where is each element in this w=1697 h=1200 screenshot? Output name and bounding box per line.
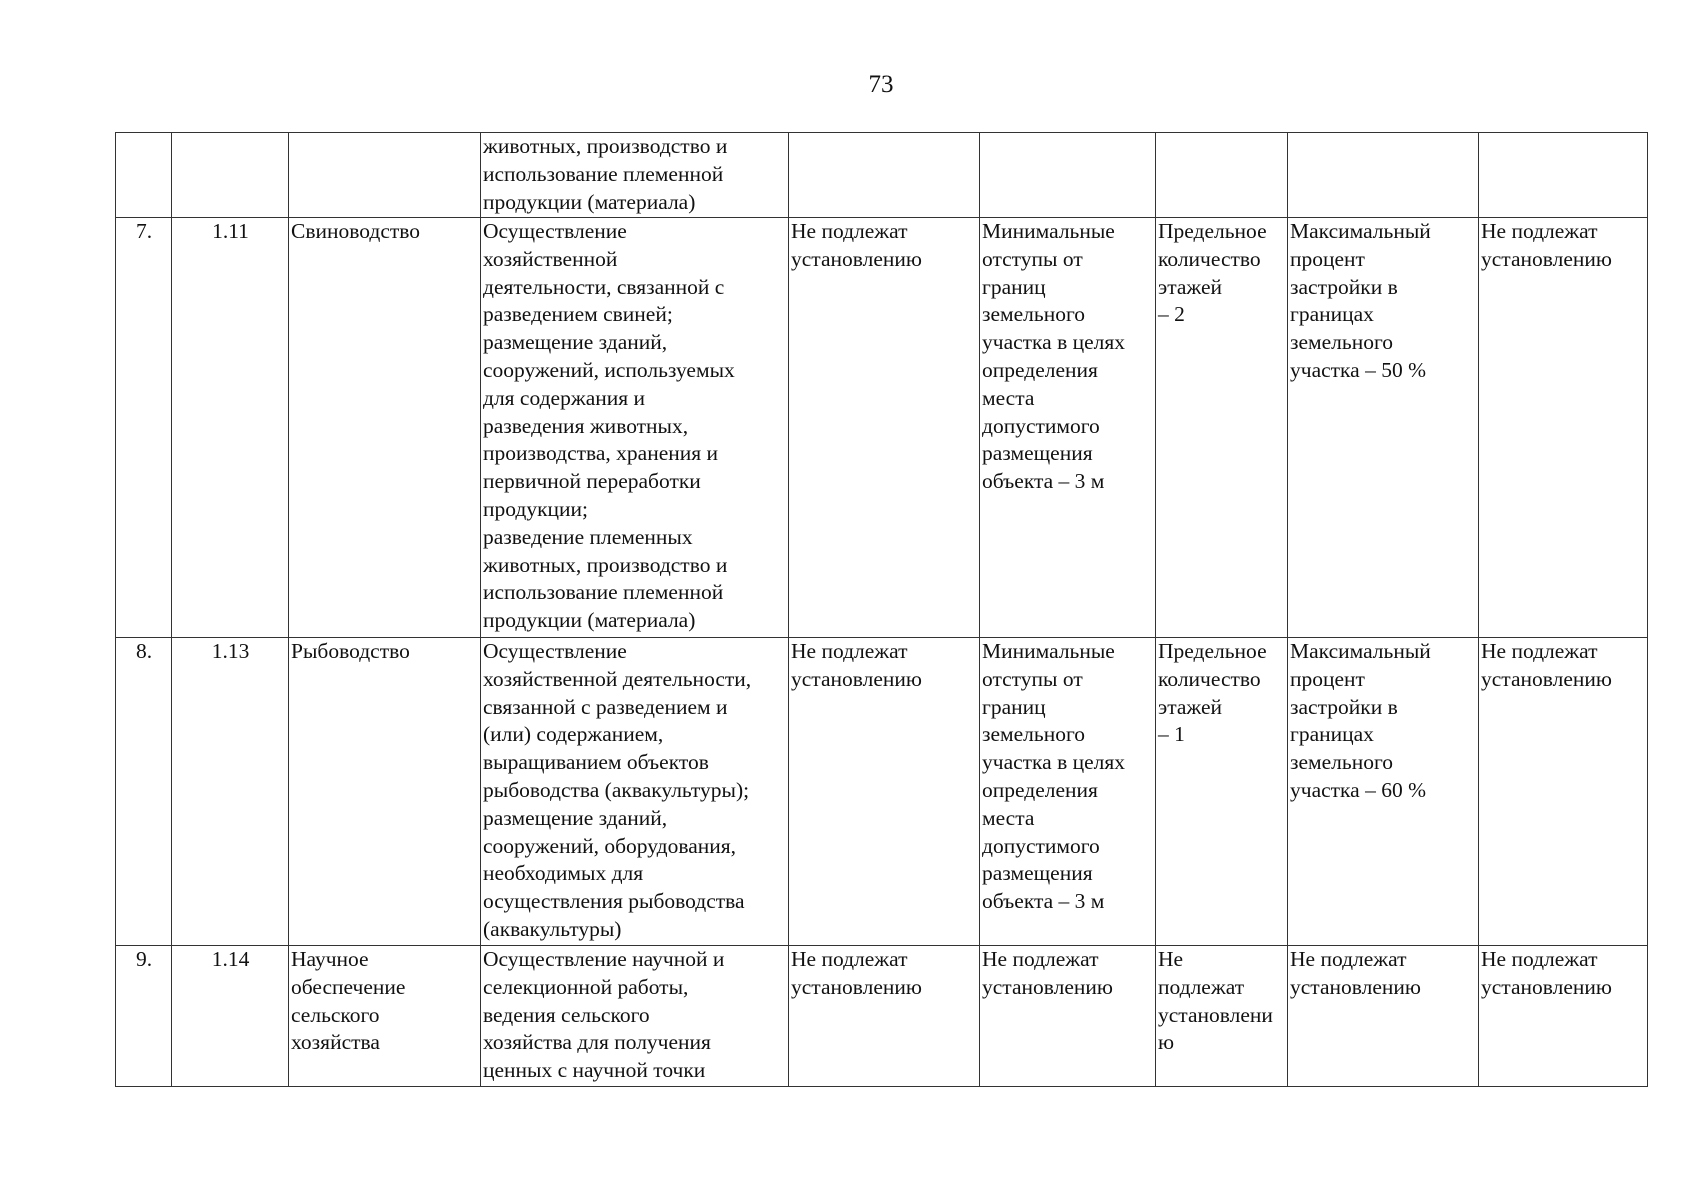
setback-cell: Минимальные отступы от границ земельного участка в целях определения места допустимого размещения объекта – 3 м	[980, 638, 1156, 946]
floors-cell: Не подлежат установлени ю	[1156, 946, 1288, 1087]
table-row	[116, 133, 1648, 218]
table-row	[116, 946, 1648, 1087]
use-code-cell: 1.14	[172, 946, 289, 1087]
use-description-cell: Осуществление хозяйственной деятельности, связанной с разведением и (или) содержанием, выращиванием объектов рыбоводства (аквакультуры); размещение зданий, сооружений, оборудования, необходимых для осуществления рыбоводства (аквакультуры)	[481, 638, 789, 946]
use-code-cell: 1.13	[172, 638, 289, 946]
other-params-cell	[1479, 133, 1648, 218]
coverage-cell: Максимальный процент застройки в границах земельного участка – 50 %	[1288, 218, 1479, 638]
plot-size-cell	[789, 133, 980, 218]
use-name-cell	[289, 133, 481, 218]
table-row	[116, 638, 1648, 946]
plot-size-cell: Не подлежат установлению	[789, 218, 980, 638]
table-row	[116, 218, 1648, 638]
coverage-cell	[1288, 133, 1479, 218]
setback-cell: Минимальные отступы от границ земельного участка в целях определения места допустимого размещения объекта – 3 м	[980, 218, 1156, 638]
setback-cell: Не подлежат установлению	[980, 946, 1156, 1087]
use-description-cell: Осуществление хозяйственной деятельности, связанной с разведением свиней; размещение зданий, сооружений, используемых для содержания и разведения животных, производства, хранения и первичной переработки продукции; разведение племенных животных, производство и использование племенной продукции (материала)	[481, 218, 789, 638]
floors-cell	[1156, 133, 1288, 218]
use-name-cell: Свиноводство	[289, 218, 481, 638]
row-number-cell: 8.	[116, 638, 172, 946]
use-name-cell: Научное обеспечение сельского хозяйства	[289, 946, 481, 1087]
other-params-cell: Не подлежат установлению	[1479, 946, 1648, 1087]
other-params-cell: Не подлежат установлению	[1479, 638, 1648, 946]
other-params-cell: Не подлежат установлению	[1479, 218, 1648, 638]
floors-cell: Предельное количество этажей – 1	[1156, 638, 1288, 946]
plot-size-cell: Не подлежат установлению	[789, 946, 980, 1087]
coverage-cell: Не подлежат установлению	[1288, 946, 1479, 1087]
zoning-regulations-table	[115, 132, 1648, 1087]
page-number: 73	[868, 71, 894, 98]
use-code-cell	[172, 133, 289, 218]
use-code-cell: 1.11	[172, 218, 289, 638]
setback-cell	[980, 133, 1156, 218]
use-description-cell: Осуществление научной и селекционной работы, ведения сельского хозяйства для получения ценных с научной точки	[481, 946, 789, 1087]
plot-size-cell: Не подлежат установлению	[789, 638, 980, 946]
row-number-cell	[116, 133, 172, 218]
floors-cell: Предельное количество этажей – 2	[1156, 218, 1288, 638]
row-number-cell: 7.	[116, 218, 172, 638]
coverage-cell: Максимальный процент застройки в границах земельного участка – 60 %	[1288, 638, 1479, 946]
use-name-cell: Рыбоводство	[289, 638, 481, 946]
use-description-cell: животных, производство и использование племенной продукции (материала)	[481, 133, 789, 218]
row-number-cell: 9.	[116, 946, 172, 1087]
